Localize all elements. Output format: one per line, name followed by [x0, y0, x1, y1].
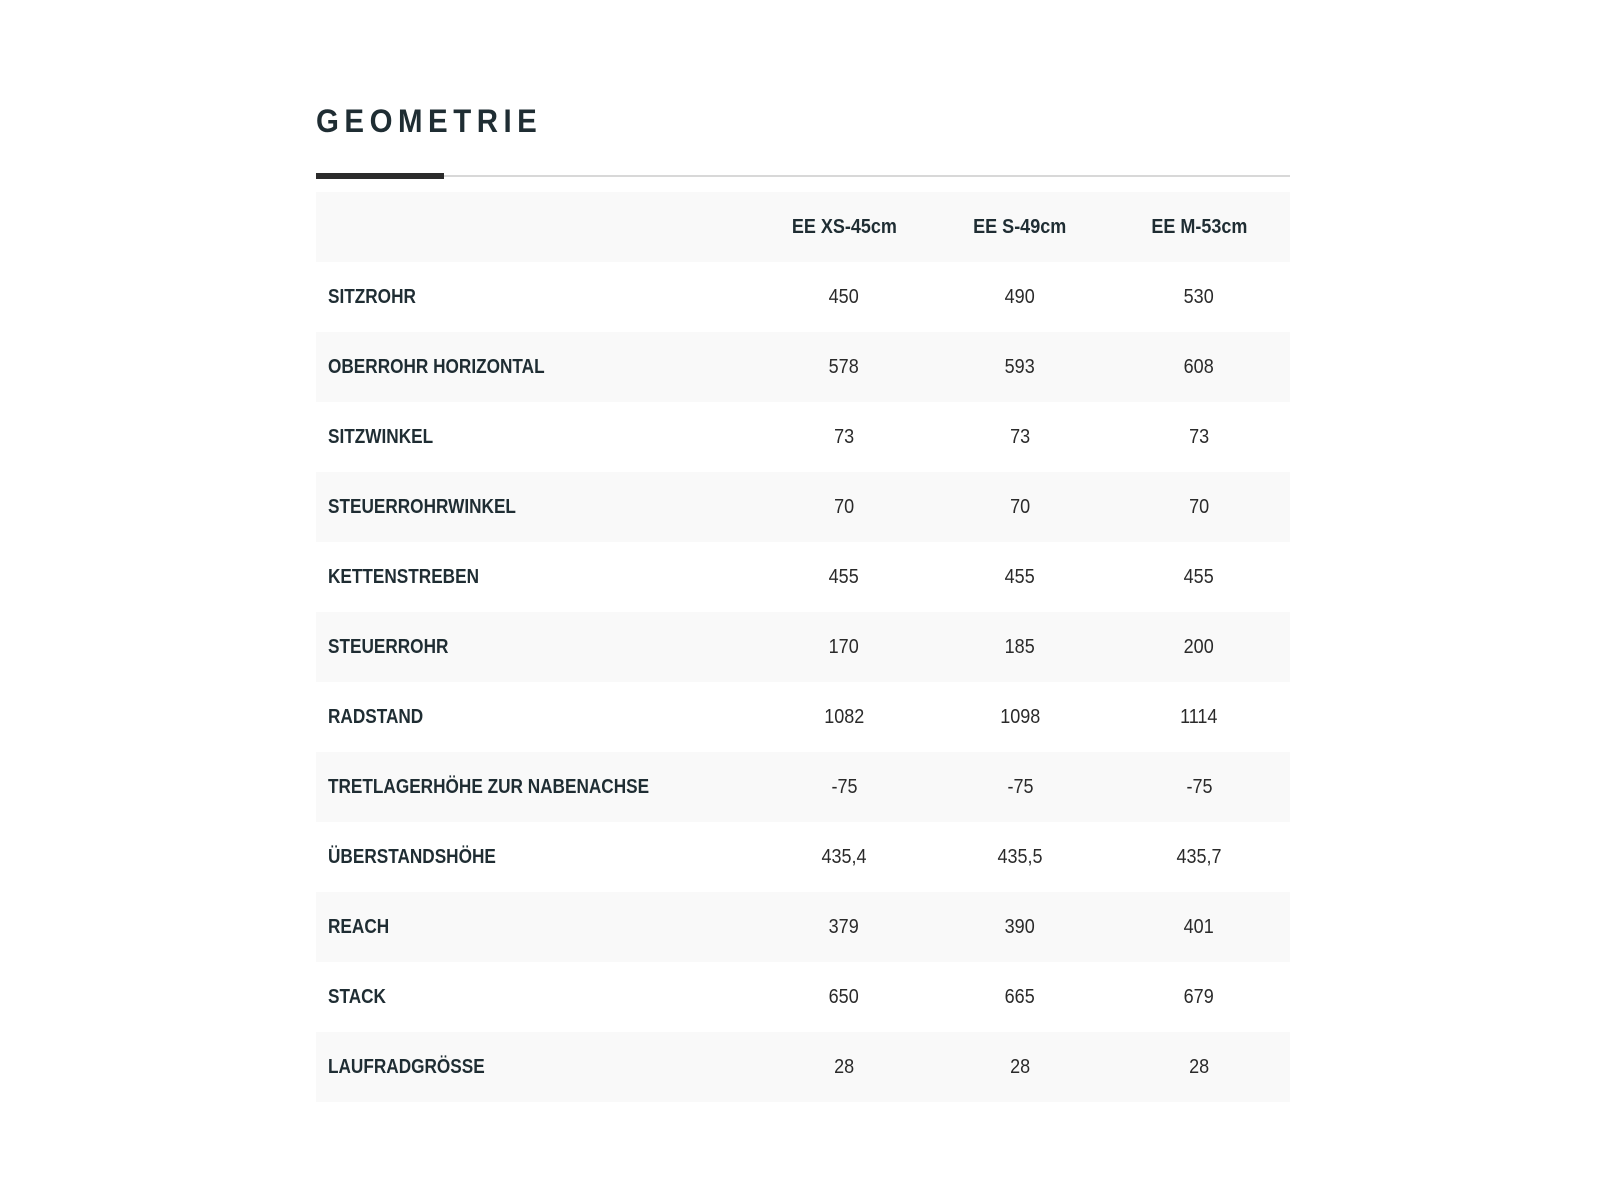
- row-label: [316, 332, 756, 402]
- table-cell: [1108, 402, 1290, 472]
- table-cell: [1108, 822, 1290, 892]
- title-accent-bar: [316, 173, 444, 179]
- row-label: [316, 682, 756, 752]
- cell-value: 665: [1004, 985, 1036, 1008]
- cell-value: 401: [1183, 915, 1215, 938]
- table-row: [316, 1032, 1290, 1102]
- table-cell: [932, 472, 1108, 542]
- table-cell: [756, 1032, 932, 1102]
- cell-value: 490: [1004, 285, 1036, 308]
- column-header: [932, 192, 1108, 262]
- cell-value: 593: [1004, 355, 1036, 378]
- cell-value: 73: [833, 425, 855, 448]
- row-label-text: OBERROHR HORIZONTAL: [328, 355, 545, 378]
- row-label-text: SITZROHR: [328, 285, 416, 308]
- table-cell: [756, 402, 932, 472]
- cell-value: 390: [1004, 915, 1036, 938]
- cell-value: 28: [1188, 1055, 1210, 1078]
- row-label: [316, 402, 756, 472]
- table-cell: [756, 612, 932, 682]
- cell-value: 650: [828, 985, 860, 1008]
- cell-value: 70: [1188, 495, 1210, 518]
- row-label: [316, 822, 756, 892]
- row-label: [316, 1032, 756, 1102]
- cell-value: 73: [1009, 425, 1031, 448]
- title-underline: [316, 173, 1290, 179]
- table-cell: [932, 332, 1108, 402]
- column-header-label: EE M-53cm: [1150, 215, 1248, 238]
- row-label: [316, 752, 756, 822]
- table-cell: [932, 612, 1108, 682]
- row-label-text: REACH: [328, 915, 390, 938]
- cell-value: 1114: [1180, 705, 1218, 728]
- table-cell: [756, 892, 932, 962]
- cell-value: -75: [1185, 775, 1213, 798]
- table-cell: [1108, 962, 1290, 1032]
- cell-value: 200: [1183, 635, 1215, 658]
- row-label: [316, 612, 756, 682]
- table-cell: [932, 892, 1108, 962]
- table-cell: [932, 542, 1108, 612]
- table-cell: [756, 822, 932, 892]
- table-cell: [1108, 472, 1290, 542]
- table-cell: [1108, 332, 1290, 402]
- row-label-text: KETTENSTREBEN: [328, 565, 479, 588]
- cell-value: 28: [833, 1055, 855, 1078]
- row-label-text: STEUERROHR: [328, 635, 449, 658]
- cell-value: 28: [1009, 1055, 1031, 1078]
- table-cell: [932, 962, 1108, 1032]
- table-cell: [756, 332, 932, 402]
- table-row: [316, 892, 1290, 962]
- table-cell: [756, 472, 932, 542]
- table-row: [316, 402, 1290, 472]
- row-label: [316, 962, 756, 1032]
- row-label-text: LAUFRADGRÖSSE: [328, 1055, 485, 1078]
- divider-line: [316, 175, 1290, 177]
- column-header-label: EE S-49cm: [973, 215, 1067, 238]
- table-row: [316, 682, 1290, 752]
- cell-value: 70: [1009, 495, 1031, 518]
- cell-value: 185: [1004, 635, 1036, 658]
- table-cell: [932, 1032, 1108, 1102]
- column-header: [1108, 192, 1290, 262]
- table-row: [316, 612, 1290, 682]
- geometry-table: [316, 192, 1290, 1102]
- table-cell: [756, 752, 932, 822]
- cell-value: -75: [830, 775, 858, 798]
- table-cell: [932, 402, 1108, 472]
- cell-value: 1082: [823, 705, 865, 728]
- table-cell: [756, 542, 932, 612]
- cell-value: 455: [828, 565, 860, 588]
- cell-value: 450: [828, 285, 860, 308]
- table-cell: [756, 962, 932, 1032]
- row-label-text: STEUERROHRWINKEL: [328, 495, 516, 518]
- cell-value: 1098: [999, 705, 1041, 728]
- section-title: GEOMETRIE: [316, 103, 543, 139]
- table-cell: [932, 262, 1108, 332]
- row-label-text: ÜBERSTANDSHÖHE: [328, 845, 496, 868]
- table-cell: [756, 682, 932, 752]
- cell-value: 455: [1183, 565, 1215, 588]
- cell-value: 530: [1183, 285, 1215, 308]
- table-cell: [1108, 682, 1290, 752]
- table-cell: [932, 752, 1108, 822]
- row-label: [316, 892, 756, 962]
- table-row: [316, 822, 1290, 892]
- table-row: [316, 542, 1290, 612]
- table-row: [316, 962, 1290, 1032]
- row-label-text: STACK: [328, 985, 386, 1008]
- table-header-row: [316, 192, 1290, 262]
- cell-value: 379: [828, 915, 860, 938]
- table-cell: [756, 262, 932, 332]
- cell-value: 578: [828, 355, 860, 378]
- cell-value: 170: [828, 635, 860, 658]
- table-cell: [1108, 612, 1290, 682]
- column-header-label: EE XS-45cm: [791, 215, 897, 238]
- row-label-text: SITZWINKEL: [328, 425, 434, 448]
- table-row: [316, 472, 1290, 542]
- table-cell: [1108, 262, 1290, 332]
- header-corner: [316, 192, 756, 262]
- table-cell: [932, 822, 1108, 892]
- table-row: [316, 332, 1290, 402]
- row-label: [316, 262, 756, 332]
- table-row: [316, 752, 1290, 822]
- table-row: [316, 262, 1290, 332]
- cell-value: 679: [1183, 985, 1215, 1008]
- table-cell: [1108, 542, 1290, 612]
- row-label: [316, 542, 756, 612]
- row-label-text: TRETLAGERHÖHE ZUR NABENACHSE: [328, 775, 650, 798]
- row-label: [316, 472, 756, 542]
- table-cell: [1108, 892, 1290, 962]
- geometry-section: [316, 96, 1290, 1102]
- cell-value: -75: [1006, 775, 1034, 798]
- table-cell: [1108, 1032, 1290, 1102]
- column-header: [756, 192, 932, 262]
- table-cell: [932, 682, 1108, 752]
- cell-value: 435,4: [821, 845, 867, 868]
- cell-value: 455: [1004, 565, 1036, 588]
- cell-value: 435,7: [1176, 845, 1222, 868]
- cell-value: 70: [833, 495, 855, 518]
- cell-value: 608: [1183, 355, 1215, 378]
- row-label-text: RADSTAND: [328, 705, 424, 728]
- cell-value: 73: [1188, 425, 1210, 448]
- table-cell: [1108, 752, 1290, 822]
- cell-value: 435,5: [997, 845, 1043, 868]
